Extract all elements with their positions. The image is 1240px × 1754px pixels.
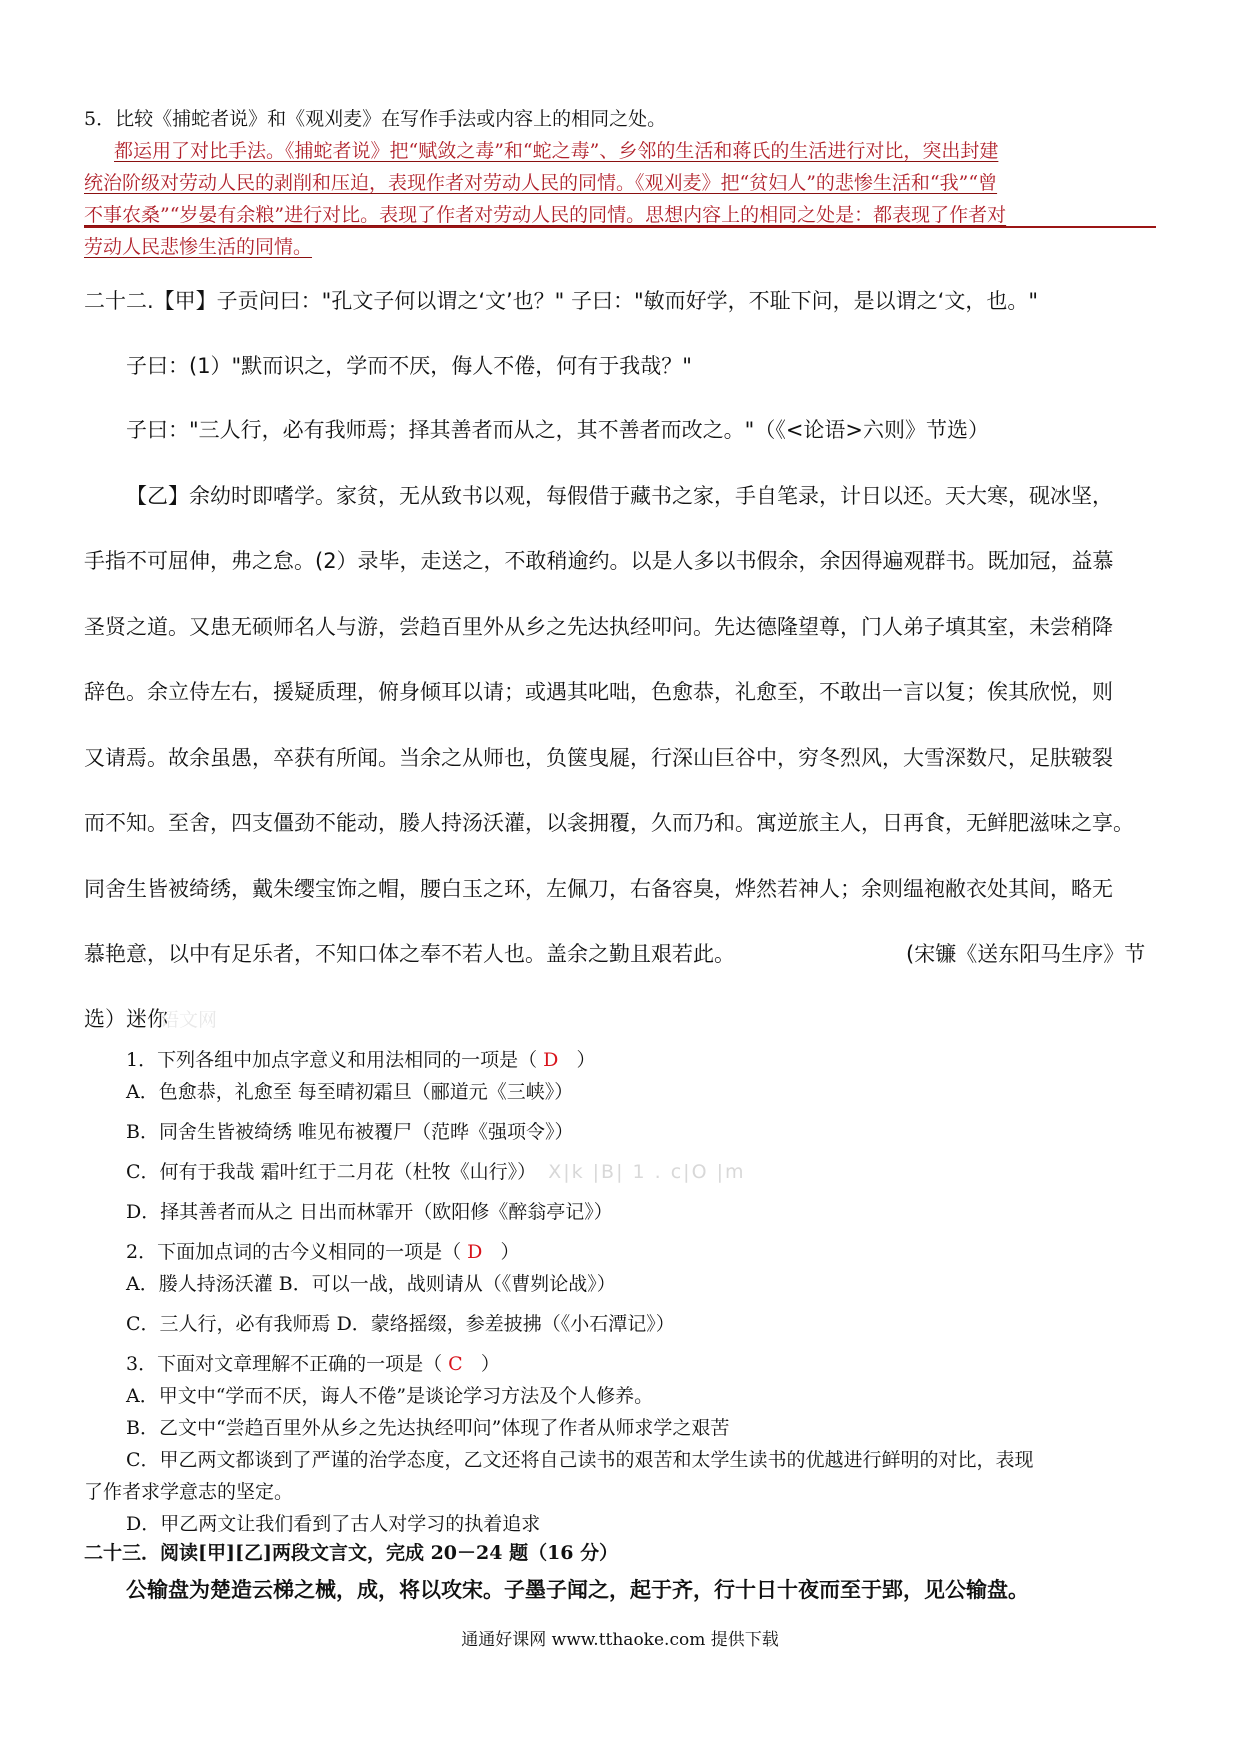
option-2ab: A．媵人持汤沃灌 B．可以一战，战则请从（《曹刿论战》） <box>126 1273 616 1295</box>
section-22-header: 二十二.【甲】子贡问曰："孔文子何以谓之‘文’也？" 子曰："敏而好学，不耻下问，是以谓之‘文，也。" <box>84 289 1039 313</box>
option-1a: A．色愈恭，礼愈至 每至晴初霜旦（郦道元《三峡》） <box>126 1081 574 1103</box>
answer-1: D <box>543 1049 559 1071</box>
page-footer: 通通好课网 www.tthaoke.com 提供下载 <box>461 1630 779 1650</box>
option-1c: C．何有于我哉 霜叶红于二月花（杜牧《山行》） X|k |B| 1 . c|O |m <box>126 1161 746 1183</box>
yi-line-5: 又请焉。故余虽愚，卒获有所闻。当余之从师也，负箧曳屣，行深山巨谷中，穷冬烈风，大雪深数尺，足肤皲裂 <box>84 746 1113 770</box>
answer-line-3: 不事农桑”“岁晏有余粮”进行对比。表现了作者对劳动人民的同情。思想内容上的相同之处是：都表现了作者对 <box>84 204 1007 226</box>
option-3b: B．乙文中“尝趋百里外从乡之先达执经叩问”体现了作者从师求学之艰苦 <box>126 1417 730 1439</box>
jia-line-2: 子曰："三人行，必有我师焉；择其善者而从之，其不善者而改之。"（《<论语>六则》节选） <box>126 418 990 442</box>
watermark-2: X|k |B| 1 . c|O |m <box>548 1161 746 1183</box>
option-3c: C．甲乙两文都谈到了严谨的治学态度，乙文还将自己读书的艰苦和太学生读书的优越进行鲜明的对比，表现 <box>126 1449 1034 1471</box>
yi-line-6: 而不知。至舍，四支僵劲不能动，媵人持汤沃灌，以衾拥覆，久而乃和。寓逆旅主人，日再食，无鲜肥滋味之享。 <box>84 811 1134 835</box>
yi-line-7: 同舍生皆被绮绣，戴朱缨宝饰之帽，腰白玉之环，左佩刀，右备容臭，烨然若神人；余则缊袍敝衣处其间，略无 <box>84 877 1113 901</box>
yi-line-2: 手指不可屈伸，弗之怠。(2）录毕，走送之，不敢稍逾约。以是人多以书假余，余因得遍观群书。既加冠，益慕 <box>84 549 1114 573</box>
question-5: 5．比较《捕蛇者说》和《观刈麦》在写作手法或内容上的相同之处。 <box>84 108 667 130</box>
answer-line-4: 劳动人民悲惨生活的同情。 <box>84 236 313 258</box>
answer-2: D <box>467 1241 483 1263</box>
jia-line-1: 子曰：(1）"默而识之，学而不厌，侮人不倦，何有于我哉？" <box>126 354 692 378</box>
yi-line-1: 【乙】余幼时即嗜学。家贫，无从致书以观，每假借于藏书之家，手自笔录，计日以还。天大寒，砚冰坚， <box>126 484 1113 508</box>
question-1: 1．下列各组中加点字意义和用法相同的一项是（ D ） <box>126 1049 596 1071</box>
option-3a: A．甲文中“学而不厌，诲人不倦”是谈论学习方法及个人修养。 <box>126 1385 654 1407</box>
option-1d: D．择其善者而从之 日出而林霏开（欧阳修《醉翁亭记》） <box>126 1201 613 1223</box>
answer-3: C <box>448 1353 463 1375</box>
answer-line-2: 统治阶级对劳动人民的剥削和压迫，表现作者对劳动人民的同情。《观刈麦》把“贫妇人”的悲惨生活和“我”“曾 <box>84 172 998 194</box>
yi-line-4: 辞色。余立侍左右，援疑质理，俯身倾耳以请；或遇其叱咄，色愈恭，礼愈至，不敢出一言以复；俟其欣悦，则 <box>84 680 1113 704</box>
question-2: 2．下面加点词的古今义相同的一项是（ D ） <box>126 1241 520 1263</box>
yi-source: (宋镰《送东阳马生序》节 <box>906 942 1146 966</box>
question-3: 3．下面对文章理解不正确的一项是（ C ） <box>126 1353 500 1375</box>
answer-box-rule <box>84 226 1156 228</box>
watermark-1: 语文网 <box>160 1009 218 1031</box>
option-2cd: C．三人行，必有我师焉 D．蒙络摇缀，参差披拂（《小石潭记》） <box>126 1313 675 1335</box>
option-1b: B．同舍生皆被绮绣 唯见布被覆尸（范晔《强项令》） <box>126 1121 574 1143</box>
yi-source-end: 选）迷你 <box>84 1007 168 1031</box>
section-23-header: 二十三．阅读[甲][乙]两段文言文，完成 20－24 题（16 分） <box>84 1542 619 1564</box>
yi-line-8: 慕艳意，以中有足乐者，不知口体之奉不若人也。盖余之勤且艰若此。 <box>84 942 735 966</box>
answer-line-1: 都运用了对比手法。《捕蛇者说》把“赋敛之毒”和“蛇之毒”、乡邻的生活和蒋氏的生活进行对比，突出封建 <box>114 140 999 162</box>
option-3d: D．甲乙两文让我们看到了古人对学习的执着追求 <box>126 1513 541 1535</box>
yi-line-3: 圣贤之道。又患无硕师名人与游，尝趋百里外从乡之先达执经叩问。先达德隆望尊，门人弟子填其室，未尝稍降 <box>84 615 1113 639</box>
section-23-line-1: 公输盘为楚造云梯之械，成，将以攻宋。子墨子闻之，起于齐，行十日十夜而至于郢，见公输盘。 <box>126 1578 1029 1602</box>
option-3c-cont: 了作者求学意志的坚定。 <box>84 1481 294 1503</box>
